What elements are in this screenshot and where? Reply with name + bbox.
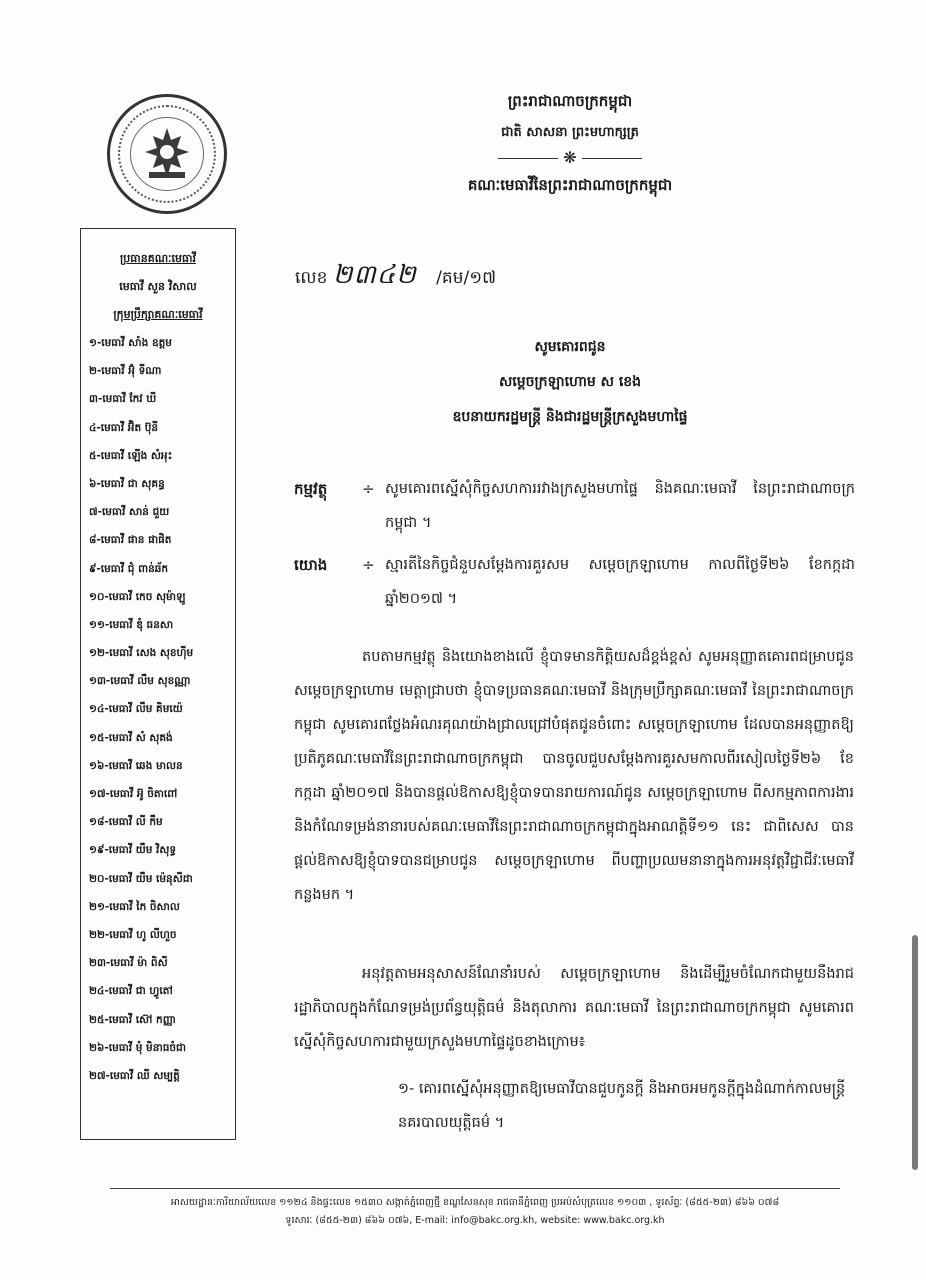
ornament-icon: ❋ xyxy=(563,148,577,167)
seal-emblem-icon xyxy=(137,124,197,184)
paragraph-text: តបតាមកម្មវត្ថុ និងយោងខាងលើ ខ្ញុំបាទមានកិត្តិយសដ៏ខ្ពង់ខ្ពស់ សូមអនុញ្ញាតគោរពជម្រាបជូន សម្តេចក្រឡាហោម មេត្តាជ្រាបថា ខ្ញុំបាទប្រធានគណៈមេធាវី និងក្រុមប្រឹក្សាគណៈមេធាវី នៃព្រះរាជាណាចក្រកម្ពុជា សូមគោរពថ្លែងអំណរគុណយ៉ាងជ្រាលជ្រៅបំផុតជូនចំពោះ សម្តេចក្រឡាហោម ដែលបានអនុញ្ញាតឱ្យប្រតិភូគណៈមេធាវីនៃព្រះរាជាណាចក្រកម្ពុជា បានចូលជួបសម្តែងការគួរសមកាលពីរសៀលថ្ងៃទី២៦ ខែកក្កដា ឆ្នាំ២០១៧ និងបានផ្តល់ឱកាសឱ្យខ្ញុំបាទបានរាយការណ៍ជូន សម្តេចក្រឡាហោម ពីសកម្មភាពការងារ និងកំណែទម្រង់នានារបស់គណៈមេធាវីនៃព្រះរាជាណាចក្រកម្ពុជាក្នុងអាណត្តិទី១១ នេះ ជាពិសេស បានផ្តល់ឱកាសឱ្យខ្ញុំបាទបានជម្រាបជូន សម្តេចក្រឡាហោម ពីបញ្ហាប្រឈមនានាក្នុងការអនុវត្តវិជ្ជាជីវៈមេធាវីកន្លងមក ។ xyxy=(294,649,854,903)
list-item: ១-មេធាវី សាំង ឧត្តម xyxy=(89,337,172,349)
list-item: ២៣-មេធាវី ម៉ា ពិសី xyxy=(89,957,168,970)
subject-separator: ÷ xyxy=(362,480,375,498)
reference-field-text: ស្មារតីនៃកិច្ចជំនួបសម្តែងការគួរសម សម្តេចក្រឡាហោម កាលពីថ្ងៃទី២៦ ខែកក្កដា ឆ្នាំ២០១៧ ។ xyxy=(385,557,855,607)
reference-number: ២៣៤២ xyxy=(332,260,417,290)
list-item: ៦-មេធាវី ជា សុគន្ធ xyxy=(89,477,165,490)
subject-text: សូមគោរពស្នើសុំកិច្ចសហការរវាងក្រសួងមហាផ្ទៃ និងគណៈមេធាវី នៃព្រះរាជាណាចក្រកម្ពុជា ។ xyxy=(385,481,855,531)
president-title: ប្រធានគណៈមេធាវី xyxy=(120,252,196,265)
reference-label: លេខ xyxy=(295,268,328,288)
salutation: សូមគោរពជូន xyxy=(534,339,606,355)
reference-field-label: យោង xyxy=(294,556,328,574)
board-title: ក្រុមប្រឹក្សាគណៈមេធាវី xyxy=(113,308,203,321)
list-item: ១៦-មេធាវី ឆេង មាលន xyxy=(89,759,183,772)
addressee-name: សម្តេចក្រឡាហោម ស ខេង xyxy=(498,374,642,390)
addressee-title: ឧបនាយករដ្ឋមន្ត្រី និងជារដ្ឋមន្ត្រីក្រសួងមហាផ្ទៃ xyxy=(452,409,688,425)
footer-address: អាសយដ្ឋានៈការិយាល័យលេខ ១១២៤ និងផ្ទះលេខ ១៥៣០ សង្កាត់ភ្នំពេញថ្មី ខណ្ឌសែនសុខ រាជធានីភ្នំពេញ ប្រអប់សំបុត្រលេខ ១១០៣ , ទូរស័ព្ទៈ (៨៥៥-២៣) ៨៦៦ ០៧៨ xyxy=(170,1197,780,1208)
list-item: ៤-មេធាវី អ៊ិត ប៊ុនី xyxy=(89,421,159,434)
reference-number-line xyxy=(295,258,496,296)
reference-suffix: /គម/១៧ xyxy=(436,268,497,288)
list-item: ១១-មេធាវី ឌុំ ធនសា xyxy=(89,618,174,631)
president-name: មេធាវី សួន វិសាល xyxy=(119,280,197,293)
list-item: ៥-មេធាវី ឡើង សំអុះ xyxy=(89,449,173,462)
list-item: ៩-មេធាវី ជុំ ពាន់ឆ័ក xyxy=(89,562,169,575)
paragraph-text: អនុវត្តតាមអនុសាសន៍ណែនាំរបស់ សម្តេចក្រឡាហោម និងដើម្បីរួមចំណែកជាមួយនឹងរាជរដ្ឋាភិបាលក្នុងកំណែទម្រង់ប្រព័ន្ធយុត្តិធម៌ និងតុលាការ គណៈមេធាវី នៃព្រះរាជាណាចក្រកម្ពុជា សូមគោរពស្នើសុំកិច្ចសហការជាមួយក្រសួងមហាផ្ទៃដូចខាងក្រោម៖ xyxy=(294,966,854,1050)
footer-contact: ទូរសារៈ (៨៥៥-២៣) ៨៦៦ ០៧៦, E-mail: info@bakc.org.kh, website: www.bakc.org.kh xyxy=(285,1215,665,1226)
list-item: ១២-មេធាវី សេង សុខហ៊ីម xyxy=(89,647,194,660)
list-item: ២១-មេធាវី កៃ ចិសាល xyxy=(89,900,180,913)
list-item: ១៩-មេធាវី យឹម វិសុទ្ធ xyxy=(89,844,177,857)
list-item: ២៧-មេធាវី ឈី សម្បត្តិ xyxy=(89,1069,180,1082)
request-item-1: ១- គោរពស្នើសុំអនុញ្ញាតឱ្យមេធាវីបានជួបកូនក្តី និងអាចអមកូនក្តីក្នុងដំណាក់កាលមន្ត្រីនគរបាលយុត្តិធម៌ ។ xyxy=(398,1081,846,1131)
list-item: ១៤-មេធាវី លឹម គិមយ៉េ xyxy=(89,703,183,716)
body-paragraph-2 xyxy=(294,957,854,1059)
list-item: ២៥-មេធាវី ស៊ៅ កញ្ញា xyxy=(89,1013,176,1026)
list-item: ២៦-មេធាវី មុំ មិនាធចំជា xyxy=(89,1041,187,1054)
list-item: ១៨-មេធាវី លី កឹម xyxy=(89,816,163,829)
member-list xyxy=(81,329,235,1090)
list-item: ២-មេធាវី អ៊ុំ ទីណា xyxy=(89,365,162,378)
bar-association-seal xyxy=(107,94,227,214)
body-paragraph-1 xyxy=(294,640,854,912)
list-item: ៣-មេធាវី កែវ ឃី xyxy=(89,393,157,406)
list-item: ២០-មេធាវី យឹម ម៉េនុសីដា xyxy=(89,872,193,885)
reference-field-separator: ÷ xyxy=(362,556,375,574)
national-motto: ជាតិ សាសនា ព្រះមហាក្សត្រ xyxy=(501,125,639,140)
council-members-sidebar xyxy=(80,228,236,1140)
subject-label: កម្មវត្ថុ xyxy=(294,480,328,498)
list-item: ២៤-មេធាវី ជា ហ្វូតៅ xyxy=(89,985,173,998)
kingdom-title: ព្រះរាជាណាចក្រកម្ពុជា xyxy=(507,92,633,110)
list-item: ១៧-មេធាវី អ៊ូ ចិតាពៅ xyxy=(89,788,178,800)
footer-divider xyxy=(110,1188,840,1189)
council-name: គណៈមេធាវីនៃព្រះរាជាណាចក្រកម្ពុជា xyxy=(467,176,673,194)
list-item: ១៥-មេធាវី សំ សុគង់ xyxy=(89,731,173,744)
list-item: ២២-មេធាវី ហូ លីហួច xyxy=(89,928,177,941)
list-item: ៨-មេធាវី ផាន ផាផិត xyxy=(89,534,172,547)
vertical-scrollbar[interactable] xyxy=(912,935,918,1170)
list-item: ១៣-មេធាវី លឹម សុខណ្ណា xyxy=(89,675,191,688)
ornament-divider xyxy=(360,148,780,167)
list-item: ១០-មេធាវី កេច សុម៉ាឡូ xyxy=(89,590,186,603)
list-item: ៧-មេធាវី សាន់ ជួយ xyxy=(89,506,170,519)
